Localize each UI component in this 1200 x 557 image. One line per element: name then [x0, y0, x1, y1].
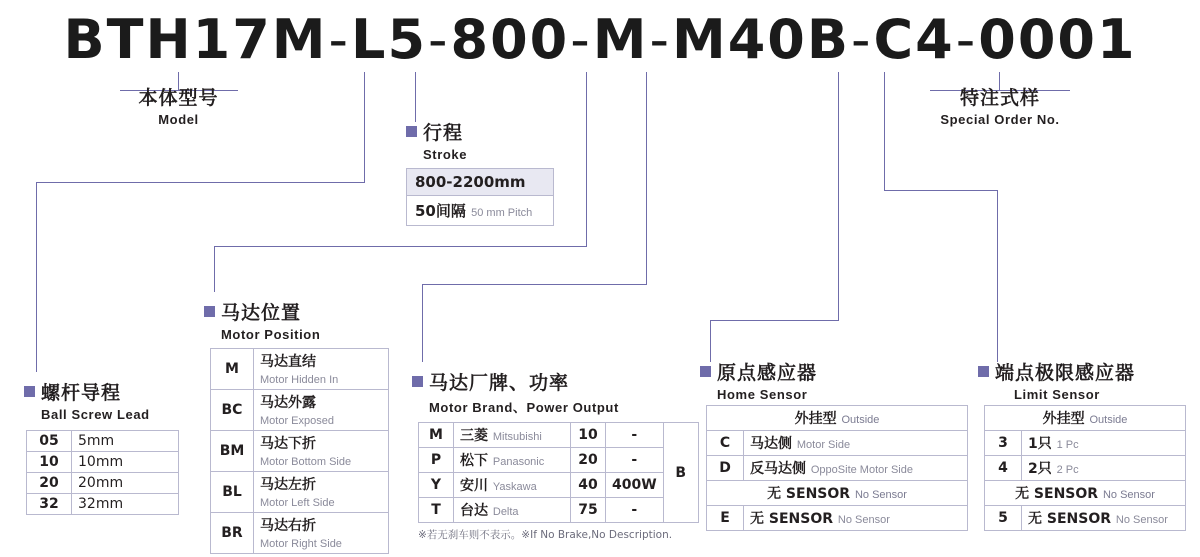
heading-stroke-en: Stroke — [423, 147, 468, 162]
motor-position-table — [210, 348, 389, 554]
leader-motorpos-h — [214, 246, 587, 247]
brand-name-3 — [454, 498, 571, 523]
table-row — [985, 406, 1186, 431]
motorpos-desc-1 — [254, 390, 389, 431]
leader-brand-h — [422, 284, 647, 285]
limit-band-en: Outside — [1089, 414, 1128, 426]
lead-code-1: 10 — [27, 452, 72, 473]
motorpos-desc-0 — [254, 349, 389, 390]
home-code-0: C — [707, 431, 744, 456]
leader-stroke-v — [415, 72, 416, 122]
stroke-pitch — [406, 196, 554, 226]
heading-special-order-cn: 特注式样 — [959, 87, 1040, 109]
power-code-0: 10 — [571, 423, 606, 448]
limit-desc-1 — [1022, 456, 1186, 481]
home-band2-en: No Sensor — [854, 489, 907, 501]
home-sensor-table — [706, 405, 968, 531]
limit-band-outside — [985, 406, 1186, 431]
pn-seg-5: - — [570, 8, 592, 71]
heading-brand-cn: 马达厂牌、功率 — [429, 372, 570, 394]
leader-motorpos-v2 — [214, 246, 215, 292]
lead-value-3: 32mm — [72, 494, 179, 515]
limit-code-1: 4 — [985, 456, 1022, 481]
motorpos-cn-3: 马达左折 — [260, 477, 316, 493]
limit-en-1: 2 Pc — [1056, 464, 1079, 476]
brand-cn-3: 台达 — [460, 503, 488, 519]
home-en-0: Motor Side — [796, 439, 851, 451]
brand-en-1: Panasonic — [492, 456, 545, 468]
motorpos-desc-2 — [254, 431, 389, 472]
limit-band-nosensor — [985, 481, 1186, 506]
table-row — [419, 498, 699, 523]
motorpos-code-3: BL — [211, 472, 254, 513]
limit-sensor-table — [984, 405, 1186, 531]
home-band-outside — [707, 406, 968, 431]
motorpos-desc-3 — [254, 472, 389, 513]
heading-stroke-cn: 行程 — [423, 122, 464, 144]
limit-code-0: 3 — [985, 431, 1022, 456]
motorpos-en-0: Motor Hidden In — [260, 374, 339, 386]
home-desc-1 — [744, 456, 968, 481]
leader-motorpos-v1 — [586, 72, 587, 246]
motorpos-code-1: BC — [211, 390, 254, 431]
table-row — [27, 494, 179, 515]
heading-special-order — [905, 83, 1095, 127]
brake-code: B — [663, 423, 698, 523]
pn-seg-11: - — [955, 8, 978, 71]
pn-seg-12: 0001 — [978, 8, 1137, 71]
power-code-1: 20 — [571, 448, 606, 473]
motorpos-code-4: BR — [211, 513, 254, 554]
leader-home-v2 — [710, 320, 711, 362]
home-code-last: E — [707, 506, 744, 531]
power-value-3: - — [606, 498, 664, 523]
lead-code-0: 05 — [27, 431, 72, 452]
brand-name-2 — [454, 473, 571, 498]
power-code-3: 75 — [571, 498, 606, 523]
heading-home-cn: 原点感应器 — [717, 362, 818, 384]
heading-limit-cn: 端点极限感应器 — [995, 362, 1136, 384]
home-en-last: No Sensor — [837, 514, 890, 526]
pn-seg-4: 800 — [450, 8, 570, 71]
leader-lead-h — [36, 182, 365, 183]
heading-home-sensor — [700, 358, 817, 402]
brand-en-3: Delta — [492, 506, 519, 518]
home-code-1: D — [707, 456, 744, 481]
home-band-cn: 外挂型 — [794, 411, 837, 427]
pn-seg-2: L5 — [351, 8, 428, 71]
table-row — [707, 431, 968, 456]
leader-home-v1 — [838, 72, 839, 320]
brand-en-0: Mitsubishi — [492, 431, 542, 443]
limit-band2-cn: 无 SENSOR — [1015, 486, 1099, 502]
bullet-square-icon — [700, 366, 711, 377]
heading-limit-en: Limit Sensor — [1014, 387, 1100, 402]
table-row — [27, 431, 179, 452]
brand-cn-0: 三菱 — [460, 428, 488, 444]
lead-code-2: 20 — [27, 473, 72, 494]
leader-lead-v1 — [364, 72, 365, 182]
leader-limit-v2 — [997, 190, 998, 362]
leader-brand-v2 — [422, 284, 423, 362]
heading-special-order-en: Special Order No. — [940, 112, 1060, 127]
heading-motorpos-cn: 马达位置 — [221, 302, 302, 324]
pn-seg-8: M40B — [672, 8, 851, 71]
heading-limit-sensor — [978, 358, 1135, 402]
limit-band2-en: No Sensor — [1102, 489, 1155, 501]
lead-value-0: 5mm — [72, 431, 179, 452]
home-band2-cn: 无 SENSOR — [767, 486, 851, 502]
motorpos-code-2: BM — [211, 431, 254, 472]
motorpos-cn-1: 马达外露 — [260, 395, 316, 411]
table-row — [419, 423, 699, 448]
bullet-square-icon — [978, 366, 989, 377]
motor-brand-table — [418, 422, 699, 523]
lead-code-3: 32 — [27, 494, 72, 515]
pn-seg-7: - — [649, 8, 671, 71]
table-row — [27, 473, 179, 494]
stroke-range: 800-2200mm — [406, 168, 554, 196]
limit-cn-1: 2只 — [1028, 461, 1052, 477]
limit-en-last: No Sensor — [1115, 514, 1168, 526]
brand-code-2: Y — [419, 473, 454, 498]
pn-seg-10: C4 — [873, 8, 955, 71]
brand-code-3: T — [419, 498, 454, 523]
home-band-nosensor — [707, 481, 968, 506]
heading-lead-en: Ball Screw Lead — [41, 407, 150, 422]
brand-cn-2: 安川 — [460, 478, 488, 494]
bullet-square-icon — [204, 306, 215, 317]
limit-cn-last: 无 SENSOR — [1028, 511, 1112, 527]
heading-model — [96, 83, 261, 127]
ball-screw-lead-table — [26, 430, 179, 515]
power-value-2: 400W — [606, 473, 664, 498]
motorpos-desc-4 — [254, 513, 389, 554]
pn-seg-0: BTH17M — [63, 8, 328, 71]
table-row — [985, 456, 1186, 481]
home-band-en: Outside — [841, 414, 880, 426]
table-row — [211, 431, 389, 472]
heading-brand-en: Motor Brand、Power Output — [429, 400, 619, 415]
lead-value-2: 20mm — [72, 473, 179, 494]
heading-lead-cn: 螺杆导程 — [41, 382, 122, 404]
table-row — [211, 390, 389, 431]
motor-brand-footnote: ※若无刹车则不表示。※If No Brake,No Description. — [418, 529, 673, 541]
power-code-2: 40 — [571, 473, 606, 498]
motorpos-code-0: M — [211, 349, 254, 390]
table-row — [985, 506, 1186, 531]
limit-band-cn: 外挂型 — [1042, 411, 1085, 427]
brand-en-2: Yaskawa — [492, 481, 537, 493]
table-row — [211, 472, 389, 513]
brand-code-0: M — [419, 423, 454, 448]
table-row — [27, 452, 179, 473]
brand-cn-1: 松下 — [460, 453, 488, 469]
limit-code-last: 5 — [985, 506, 1022, 531]
bullet-square-icon — [412, 376, 423, 387]
heading-motor-position — [204, 298, 320, 342]
leader-home-h — [710, 320, 839, 321]
table-row — [419, 473, 699, 498]
bullet-square-icon — [406, 126, 417, 137]
part-number — [0, 8, 1200, 71]
pn-seg-3: - — [428, 8, 450, 71]
motorpos-cn-2: 马达下折 — [260, 436, 316, 452]
home-cn-0: 马达侧 — [750, 436, 792, 452]
motorpos-cn-4: 马达右折 — [260, 518, 316, 534]
leader-limit-h — [884, 190, 997, 191]
table-row — [419, 448, 699, 473]
home-cn-last: 无 SENSOR — [750, 511, 834, 527]
table-row — [211, 349, 389, 390]
motorpos-en-1: Motor Exposed — [260, 415, 334, 427]
pn-seg-1: - — [328, 8, 351, 71]
heading-model-cn: 本体型号 — [138, 87, 219, 109]
stroke-table — [406, 168, 554, 226]
heading-ball-screw-lead — [24, 378, 150, 422]
power-value-0: - — [606, 423, 664, 448]
table-row — [707, 406, 968, 431]
heading-motor-brand — [412, 368, 619, 416]
motorpos-en-3: Motor Left Side — [260, 497, 335, 509]
lead-value-1: 10mm — [72, 452, 179, 473]
leader-lead-v2 — [36, 182, 37, 372]
table-row — [707, 456, 968, 481]
brand-name-0 — [454, 423, 571, 448]
heading-home-en: Home Sensor — [717, 387, 808, 402]
table-row — [707, 481, 968, 506]
heading-model-en: Model — [158, 112, 199, 127]
home-cn-1: 反马达侧 — [750, 461, 806, 477]
table-row — [707, 506, 968, 531]
leader-brand-v1 — [646, 72, 647, 284]
table-row — [985, 481, 1186, 506]
limit-desc-0 — [1022, 431, 1186, 456]
stroke-pitch-cn: 50间隔 — [415, 202, 466, 220]
heading-stroke — [406, 118, 467, 162]
brand-code-1: P — [419, 448, 454, 473]
leader-limit-v1 — [884, 72, 885, 190]
home-desc-0 — [744, 431, 968, 456]
motorpos-en-4: Motor Right Side — [260, 538, 342, 550]
bullet-square-icon — [24, 386, 35, 397]
stroke-pitch-en: 50 mm Pitch — [471, 207, 533, 219]
power-value-1: - — [606, 448, 664, 473]
heading-motorpos-en: Motor Position — [221, 327, 321, 342]
motorpos-cn-0: 马达直结 — [260, 354, 316, 370]
home-en-1: OppoSite Motor Side — [810, 464, 913, 476]
home-desc-last — [744, 506, 968, 531]
table-row — [211, 513, 389, 554]
limit-en-0: 1 Pc — [1056, 439, 1079, 451]
table-row — [985, 431, 1186, 456]
pn-seg-6: M — [592, 8, 649, 71]
limit-cn-0: 1只 — [1028, 436, 1052, 452]
pn-seg-9: - — [851, 8, 873, 71]
limit-desc-last — [1022, 506, 1186, 531]
brand-name-1 — [454, 448, 571, 473]
motorpos-en-2: Motor Bottom Side — [260, 456, 352, 468]
